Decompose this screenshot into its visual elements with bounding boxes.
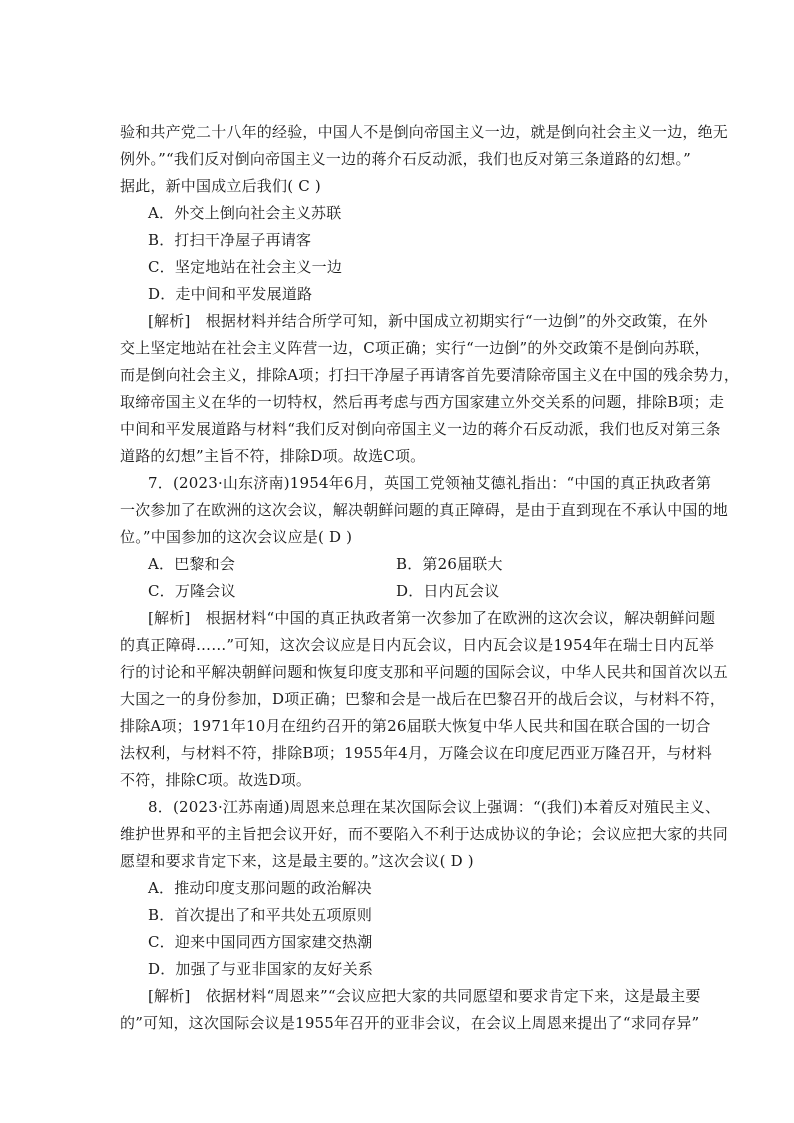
q7-stem-line-2: 一次参加了在欧洲的这次会议，解决朝鲜问题的真正障碍，是由于直到现在不承认中国的地	[120, 501, 729, 519]
q6-stem-line-1: 验和共产党二十八年的经验，中国人不是倒向帝国主义一边，就是倒向社会主义一边，绝无	[120, 123, 729, 141]
q6-analysis-line-3: 而是倒向社会主义，排除A项；打扫干净屋子再请客首先要清除帝国主义在中国的残余势力，	[120, 366, 740, 384]
q6-analysis-line-6: 道路的幻想”主旨不符，排除D项。故选C项。	[120, 447, 426, 465]
q8-analysis-line-2: 的”可知，这次国际会议是1955年召开的亚非会议，在会议上周恩来提出了“求同存异”	[120, 1014, 700, 1032]
q7-stem-line-1: 7．(2023·山东济南)1954年6月，英国工党领袖艾德礼指出：“中国的真正执政者第	[148, 474, 712, 492]
q8-option-d: D．加强了与亚非国家的友好关系	[148, 960, 374, 978]
q7-stem-line-3: 位。”中国参加的这次会议应是( D )	[120, 528, 353, 546]
q6-analysis-line-2: 交上坚定地站在社会主义阵营一边，C项正确；实行“一边倒”的外交政策不是倒向苏联，	[120, 339, 710, 357]
q7-analysis-line-5: 排除A项；1971年10月在纽约召开的第26届联大恢复中华人民共和国在联合国的一切合	[120, 717, 711, 735]
q7-option-c: C．万隆会议	[148, 582, 236, 600]
q6-stem-line-3: 据此，新中国成立后我们( C )	[120, 177, 321, 195]
q7-option-d: D．日内瓦会议	[396, 582, 500, 600]
q7-analysis-line-7: 不符，排除C项。故选D项。	[120, 771, 312, 789]
q7-option-b: B．第26届联大	[396, 555, 503, 573]
q6-option-b: B．打扫干净屋子再请客	[148, 231, 312, 249]
q7-analysis-line-4: 大国之一的身份参加，D项正确；巴黎和会是一战后在巴黎召开的战后会议，与材料不符，	[120, 690, 726, 708]
q8-option-c: C．迎来中国同西方国家建交热潮	[148, 933, 373, 951]
q6-option-c: C．坚定地站在社会主义一边	[148, 258, 343, 276]
q8-option-a: A．推动印度支那问题的政治解决	[148, 879, 372, 897]
q7-analysis-line-1: [解析] 根据材料“中国的真正执政者第一次参加了在欧洲的这次会议，解决朝鲜问题	[148, 609, 716, 627]
q6-analysis-line-5: 中间和平发展道路与材料“我们反对倒向帝国主义一边的蒋介石反动派，我们也反对第三条	[120, 420, 721, 438]
q8-stem-line-3: 愿望和要求肯定下来，这是最主要的。”这次会议( D )	[120, 852, 474, 870]
q8-stem-line-2: 维护世界和平的主旨把会议开好，而不要陷入不利于达成协议的争论；会议应把大家的共同	[120, 825, 729, 843]
q7-analysis-line-6: 法权利，与材料不符，排除B项；1955年4月，万隆会议在印度尼西亚万隆召开，与材料	[120, 744, 712, 762]
q8-stem-line-1: 8．(2023·江苏南通)周恩来总理在某次国际会议上强调：“(我们)本着反对殖民主义、	[148, 798, 721, 816]
q8-option-b: B．首次提出了和平共处五项原则	[148, 906, 373, 924]
q7-analysis-line-3: 行的讨论和平解决朝鲜问题和恢复印度支那和平问题的国际会议，中华人民共和国首次以五	[120, 663, 729, 681]
q6-option-d: D．走中间和平发展道路	[148, 285, 313, 303]
q7-option-a: A．巴黎和会	[148, 555, 236, 573]
q6-analysis-line-1: [解析] 根据材料并结合所学可知，新中国成立初期实行“一边倒”的外交政策，在外	[148, 312, 708, 330]
q7-analysis-line-2: 的真正障碍……”可知，这次会议应是日内瓦会议，日内瓦会议是1954年在瑞士日内瓦举	[120, 636, 715, 654]
q6-option-a: A．外交上倒向社会主义苏联	[148, 204, 342, 222]
q6-stem-line-2: 例外。”“我们反对倒向帝国主义一边的蒋介石反动派，我们也反对第三条道路的幻想。”	[120, 150, 692, 168]
q8-analysis-line-1: [解析] 依据材料“周恩来”“会议应把大家的共同愿望和要求肯定下来，这是最主要	[148, 987, 701, 1005]
q6-analysis-line-4: 取缔帝国主义在华的一切特权，然后再考虑与西方国家建立外交关系的问题，排除B项；走	[120, 393, 725, 411]
